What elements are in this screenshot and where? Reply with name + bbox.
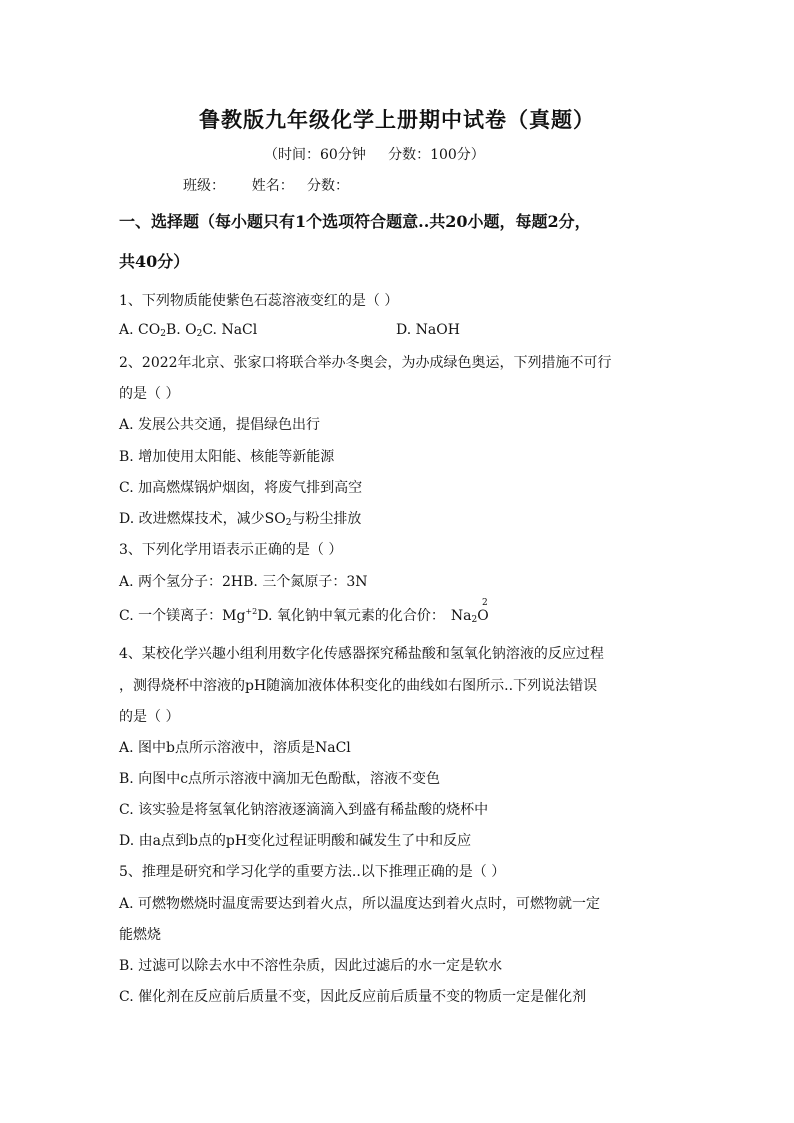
option-c: C. NaCl	[202, 322, 258, 338]
section-heading-cont: 共40分）	[119, 252, 190, 271]
question-5-option-b: B. 过滤可以除去水中不溶性杂质，因此过滤后的水一定是软水	[119, 958, 503, 974]
question-3-stem: 3、下列化学用语表示正确的是（ ）	[119, 542, 343, 558]
option-d: D. NaOH	[396, 322, 460, 338]
question-4-stem-end: 的是（ ）	[119, 709, 180, 725]
question-2-option-b: B. 增加使用太阳能、核能等新能源	[119, 449, 335, 465]
question-3-options-cd: C. 一个镁离子：$Mg^{+2}D$. 氧化钠中氧元素的化合价： $Na_2O$ 2	[119, 598, 489, 625]
question-5-option-a: A. 可燃物燃烧时温度需要达到着火点，所以温度达到着火点时，可燃物就一定	[119, 896, 601, 912]
question-1-options	[119, 322, 679, 339]
option-b: B. $O_2$	[165, 322, 203, 339]
question-4-stem-cont: ，测得烧杯中溶液的pH随滴加液体体积变化的曲线如右图所示..下列说法错误	[119, 678, 598, 694]
question-4-option-c: C. 该实验是将氢氧化钠溶液逐滴滴入到盛有稀盐酸的烧杯中	[119, 802, 489, 818]
question-5-option-c: C. 催化剂在反应前后质量不变，因此反应前后质量不变的物质一定是催化剂	[119, 989, 587, 1005]
question-2-stem-cont: 的是（ ）	[119, 386, 180, 402]
student-info-line: 班级： 姓名： 分数：	[183, 178, 350, 194]
question-2-option-a: A. 发展公共交通，提倡绿色出行	[119, 417, 321, 433]
question-4-option-d: D. 由a点到b点的pH变化过程证明酸和碱发生了中和反应	[119, 833, 472, 849]
question-4-option-a: A. 图中b点所示溶液中，溶质是NaCl	[119, 740, 351, 756]
question-1-stem: 1、下列物质能使紫色石蕊溶液变红的是（ ）	[119, 293, 399, 309]
option-a: A. $CO_2$	[119, 322, 166, 339]
page-title: 鲁教版九年级化学上册期中试卷（真题）	[199, 107, 595, 132]
question-5-stem: 5、推理是研究和学习化学的重要方法..以下推理正确的是（ ）	[119, 864, 506, 880]
question-2-stem: 2、2022年北京、张家口将联合举办冬奥会，为办成绿色奥运，下列措施不可行	[119, 355, 612, 371]
question-2-option-c: C. 加高燃煤锅炉烟囱，将废气排到高空	[119, 480, 363, 496]
sodium-oxide-formula: $Na_2O$ 2	[450, 598, 489, 625]
question-3-options-ab: A. 两个氢分子：2HB. 三个氮原子：3N	[119, 574, 368, 590]
question-5-option-a-cont: 能燃烧	[119, 927, 161, 943]
question-4-option-b: B. 向图中c点所示溶液中滴加无色酚酞，溶液不变色	[119, 771, 441, 787]
section-heading: 一、选择题（每小题只有1个选项符合题意..共20小题，每题2分，	[119, 212, 591, 231]
question-2-option-d: D. 改进燃煤技术，减少$SO_2$与粉尘排放	[119, 511, 362, 528]
question-4-stem: 4、某校化学兴趣小组利用数字化传感器探究稀盐酸和氢氧化钠溶液的反应过程	[119, 646, 604, 662]
exam-time-score: （时间：60分钟 分数：100分）	[264, 147, 485, 163]
